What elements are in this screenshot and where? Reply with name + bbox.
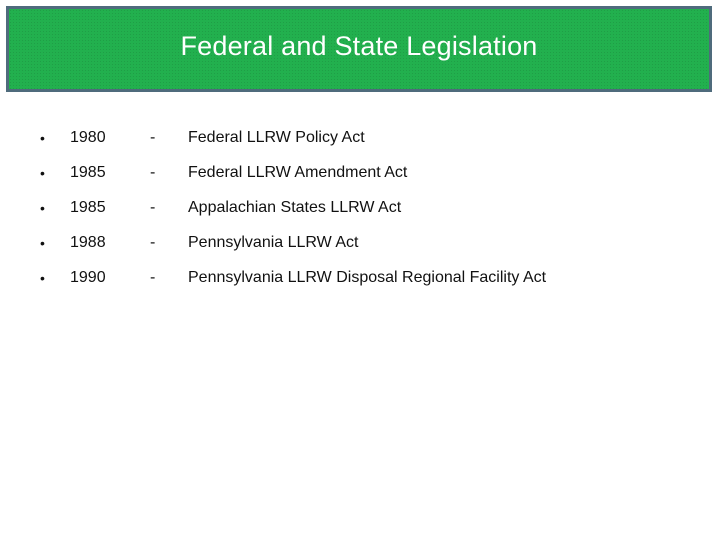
list-item	[40, 120, 546, 155]
item-act: Federal LLRW Policy Act	[188, 128, 365, 146]
slide-title: Federal and State Legislation	[180, 31, 538, 61]
title-banner	[6, 6, 712, 92]
item-separator: -	[150, 233, 156, 251]
bullet-icon: •	[40, 129, 45, 146]
bullet-icon: •	[40, 269, 45, 286]
item-year: 1990	[70, 268, 106, 286]
bullet-icon: •	[40, 199, 45, 216]
item-act: Federal LLRW Amendment Act	[188, 163, 408, 181]
bullet-icon: •	[40, 234, 45, 251]
item-year: 1980	[70, 128, 106, 146]
item-year: 1985	[70, 198, 106, 216]
item-year: 1985	[70, 163, 106, 181]
legislation-list	[40, 120, 546, 295]
list-item	[40, 190, 546, 225]
item-separator: -	[150, 128, 156, 146]
list-item	[40, 155, 546, 190]
item-separator: -	[150, 268, 156, 286]
item-year: 1988	[70, 233, 106, 251]
item-act: Pennsylvania LLRW Disposal Regional Facility Act	[188, 268, 547, 286]
list-item	[40, 225, 546, 260]
item-act: Pennsylvania LLRW Act	[188, 233, 359, 251]
item-act: Appalachian States LLRW Act	[188, 198, 402, 216]
item-separator: -	[150, 163, 156, 181]
bullet-icon: •	[40, 164, 45, 181]
item-separator: -	[150, 198, 156, 216]
list-item	[40, 260, 546, 295]
